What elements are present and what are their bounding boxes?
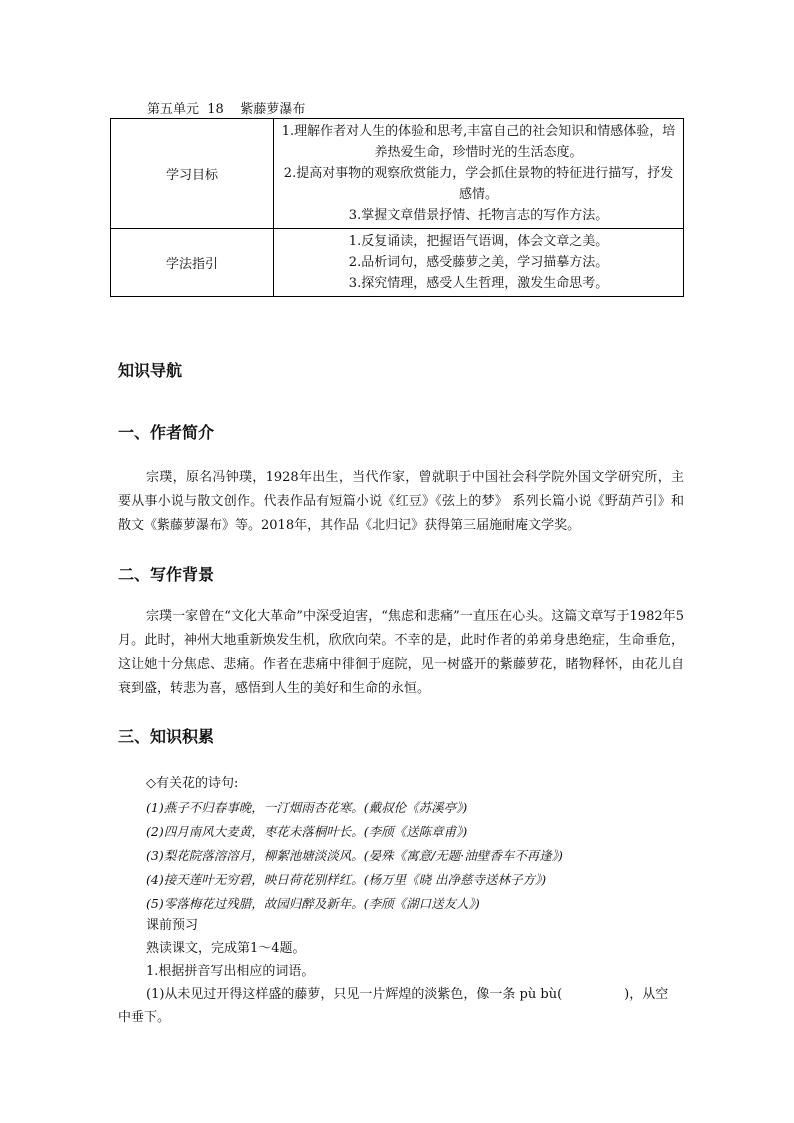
author-paragraph: 宗璞，原名冯钟璞，1928年出生，当代作家，曾就职于中国社会科学院外国文学研究所，主要从事小说与散文创作。代表作品有短篇小说《红豆》《弦上的梦》 系列长篇小说《野葫芦引》和散文《紫藤萝瀑布》等。2018年，其作品《北归记》获得第三届施耐庵文学奖。 [118, 470, 684, 533]
question-1-1 [146, 983, 686, 1006]
poems-heading: ◇有关花的诗句: [146, 776, 239, 791]
question-1-1-text: (1)从未见过开得这样盛的藤萝，只见一片辉煌的淡紫色，像一条 pù bù( [146, 987, 563, 1002]
goals-content [274, 119, 684, 229]
goals-line: 3.掌握文章借景抒情、托物言志的写作方法。 [348, 208, 609, 223]
poem-line: (3)梨花院落溶溶月，柳絮池塘淡淡风。(晏殊《寓意/无题·油壁香车不再逢》) [146, 848, 563, 863]
background-paragraph: 宗璞一家曾在“文化大革命”中深受迫害，“焦虑和悲痛”一直压在心头。这篇文章写于1982年5月。此时，神州大地重新焕发生机，欣欣向荣。不幸的是，此时作者的弟弟身患绝症，生命垂危，这让她十分焦虑、悲痛。作者在悲痛中徘徊于庭院，见一树盛开的紫藤萝花，睹物释怀，由花儿自衰到盛，转悲为喜，感悟到人生的美好和生命的永恒。 [118, 609, 684, 696]
method-line: 3.探究情理，感受人生哲理，激发生命思考。 [348, 276, 609, 291]
section-heading-background: 二、写作背景 [118, 565, 215, 584]
method-label: 学法指引 [111, 229, 274, 297]
question-1: 1.根据拼音写出相应的词语。 [146, 964, 315, 979]
goals-line: 1.理解作者对人生的体验和思考,丰富自己的社会知识和情感体验，培养热爱生命，珍惜时光的生活态度。 [281, 124, 676, 160]
method-content [274, 229, 684, 297]
section-heading-nav: 知识导航 [118, 361, 183, 380]
preview-instruction: 熟读课文，完成第1～4题。 [146, 941, 306, 956]
goals-label: 学习目标 [111, 119, 274, 229]
method-line: 1.反复诵读，把握语气语调，体会文章之美。 [348, 234, 609, 249]
poems-list [146, 796, 563, 916]
table-row [111, 229, 684, 297]
poem-line: (4)接天莲叶无穷碧，映日荷花别样红。(杨万里《晓 出净慈寺送林子方》) [146, 872, 547, 887]
goals-line: 2.提高对事物的观察欣赏能力，学会抓住景物的特征进行描写，抒发感情。 [283, 166, 674, 202]
poem-line: (1)燕子不归春事晚，一汀烟雨杏花寒。(戴叔伦《苏溪亭》) [146, 800, 468, 815]
goals-table [110, 118, 684, 297]
section-heading-knowledge: 三、知识积累 [118, 727, 215, 746]
question-1-1-tail: )，从空 [624, 987, 669, 1002]
poem-line: (2)四月南风大麦黄，枣花未落桐叶长。(李颀《送陈章甫》) [146, 824, 468, 839]
unit-title: 第五单元 18 紫藤萝瀑布 [147, 102, 306, 117]
preview-block [146, 914, 686, 1006]
method-line: 2.品析词句，感受藤萝之美，学习描摹方法。 [348, 255, 609, 270]
poem-line: (5)零落梅花过残腊，故园归醉及新年。(李颀《湖口送友人》) [146, 896, 480, 911]
section-heading-author: 一、作者简介 [118, 423, 215, 442]
question-1-1-continued: 中垂下。 [118, 1010, 171, 1025]
preview-title: 课前预习 [146, 918, 199, 933]
table-row [111, 119, 684, 229]
